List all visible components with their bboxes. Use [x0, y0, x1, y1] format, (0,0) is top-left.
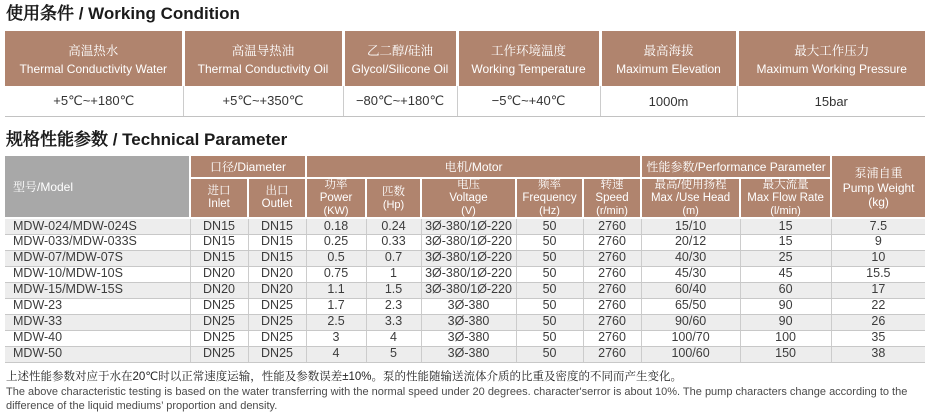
value-cell: 2760: [583, 314, 641, 330]
value-cell: 15: [740, 218, 831, 234]
value-cell: 50: [516, 346, 583, 362]
wc-header-oil-cn: 高温导热油: [231, 44, 295, 59]
hp-header-unit: (Hp): [382, 198, 405, 211]
value-cell: 2760: [583, 298, 641, 314]
value-cell: 90: [740, 314, 831, 330]
value-cell: 2760: [583, 218, 641, 234]
frequency-header-unit: (Hz): [539, 205, 560, 218]
max-flow-header: [740, 178, 831, 218]
value-cell: 26: [831, 314, 925, 330]
working-condition-title: 使用条件 / Working Condition: [6, 4, 240, 23]
value-cell: 45: [740, 266, 831, 282]
inlet-header-cn: 进口: [207, 185, 231, 198]
hp-header-cn: 匹数: [382, 185, 406, 198]
outlet-header: [248, 178, 306, 218]
tp-group-header-row: [5, 156, 925, 178]
motor-group-header: 电机/Motor: [306, 156, 641, 178]
value-cell: 150: [740, 346, 831, 362]
table-row: [5, 218, 925, 234]
value-cell: 100: [740, 330, 831, 346]
value-cell: 4: [306, 346, 366, 362]
wc-header-pressure-cn: 最大工作压力: [794, 44, 870, 59]
value-cell: DN25: [248, 314, 306, 330]
value-cell: 1.7: [306, 298, 366, 314]
value-cell: 1.5: [366, 282, 421, 298]
outlet-header-en: Outlet: [261, 198, 293, 211]
value-cell: 2760: [583, 266, 641, 282]
value-cell: 60/40: [641, 282, 740, 298]
value-cell: 50: [516, 218, 583, 234]
value-cell: 2760: [583, 250, 641, 266]
max-flow-header-unit: (l/min): [770, 205, 801, 218]
value-cell: 3.3: [366, 314, 421, 330]
value-cell: 3Ø-380: [421, 298, 516, 314]
model-cell: MDW-40: [5, 330, 190, 346]
value-cell: DN20: [190, 282, 248, 298]
value-cell: 3Ø-380: [421, 314, 516, 330]
diameter-group-header: 口径/Diameter: [190, 156, 306, 178]
note-chinese: 上述性能参数对应于水在20℃时以正常速度运输，性能及参数误差±10%。泵的性能随输送流体介质的比重及密度的不同而产生变化。: [6, 370, 683, 383]
value-cell: 25: [740, 250, 831, 266]
frequency-header-en: Frequency: [522, 192, 577, 205]
value-cell: 50: [516, 250, 583, 266]
value-cell: 5: [366, 346, 421, 362]
value-cell: 0.18: [306, 218, 366, 234]
value-cell: DN25: [248, 298, 306, 314]
table-row: [5, 314, 925, 330]
table-row: [5, 282, 925, 298]
power-header-cn: 功率: [324, 179, 348, 192]
value-cell: 17: [831, 282, 925, 298]
max-head-header: [641, 178, 740, 218]
max-flow-header-cn: 最大流量: [762, 179, 809, 192]
model-cell: MDW-33: [5, 314, 190, 330]
value-cell: 0.24: [366, 218, 421, 234]
wc-value-row: [5, 86, 925, 116]
value-cell: 3Ø-380/1Ø-220: [421, 266, 516, 282]
pump-weight-header-unit: (kg): [868, 195, 889, 210]
hp-header: [366, 178, 421, 218]
value-cell: DN20: [248, 266, 306, 282]
max-head-header-cn: 最高/使用扬程: [654, 179, 727, 192]
table-row: [5, 330, 925, 346]
wc-value-oil: +5℃~+350℃: [183, 86, 343, 116]
value-cell: 90/60: [641, 314, 740, 330]
wc-value-pressure: 15bar: [737, 86, 925, 116]
value-cell: 2.5: [306, 314, 366, 330]
working-condition-table: [5, 31, 925, 117]
table-row: [5, 234, 925, 250]
max-head-header-en: Max /Use Head: [650, 192, 731, 205]
value-cell: 50: [516, 298, 583, 314]
value-cell: 2760: [583, 330, 641, 346]
inlet-header: [190, 178, 248, 218]
power-header-en: Power: [319, 192, 353, 205]
voltage-header-unit: (V): [461, 205, 476, 218]
value-cell: 3Ø-380: [421, 330, 516, 346]
value-cell: 3Ø-380/1Ø-220: [421, 282, 516, 298]
table-row: [5, 266, 925, 282]
value-cell: 50: [516, 282, 583, 298]
technical-parameter-title: 规格性能参数 / Technical Parameter: [6, 129, 288, 149]
wc-value-glycol: −80℃~+180℃: [343, 86, 457, 116]
wc-header-glycol-cn: 乙二醇/硅油: [367, 44, 433, 59]
value-cell: DN25: [248, 330, 306, 346]
value-cell: 0.75: [306, 266, 366, 282]
value-cell: 7.5: [831, 218, 925, 234]
value-cell: 10: [831, 250, 925, 266]
speed-header-en: Speed: [595, 192, 629, 205]
wc-header-water: [5, 31, 183, 86]
voltage-header: [421, 178, 516, 218]
power-header: [306, 178, 366, 218]
value-cell: 50: [516, 330, 583, 346]
frequency-header-cn: 频率: [538, 179, 562, 192]
value-cell: 4: [366, 330, 421, 346]
wc-header-working-temp: [457, 31, 600, 86]
value-cell: DN25: [248, 346, 306, 362]
wc-header-water-en: Thermal Conductivity Water: [19, 62, 168, 77]
wc-header-pressure-en: Maximum Working Pressure: [756, 62, 907, 77]
value-cell: 50: [516, 234, 583, 250]
value-cell: DN25: [190, 346, 248, 362]
table-row: [5, 346, 925, 362]
inlet-header-en: Inlet: [208, 198, 230, 211]
value-cell: 3: [306, 330, 366, 346]
max-flow-header-en: Max Flow Rate: [747, 192, 824, 205]
speed-header-cn: 转速: [600, 179, 624, 192]
table-row: [5, 298, 925, 314]
value-cell: 2760: [583, 346, 641, 362]
speed-header: [583, 178, 641, 218]
value-cell: 15.5: [831, 266, 925, 282]
value-cell: 38: [831, 346, 925, 362]
model-cell: MDW-23: [5, 298, 190, 314]
wc-header-oil: [183, 31, 343, 86]
value-cell: DN15: [248, 234, 306, 250]
value-cell: DN20: [248, 282, 306, 298]
model-header: 型号/Model: [5, 156, 190, 218]
value-cell: 35: [831, 330, 925, 346]
performance-group-header: 性能参数/Performance Parameter: [641, 156, 831, 178]
model-cell: MDW-15/MDW-15S: [5, 282, 190, 298]
value-cell: 3Ø-380: [421, 346, 516, 362]
outlet-header-cn: 出口: [265, 185, 289, 198]
speed-header-unit: (r/min): [596, 205, 628, 218]
pump-weight-header-cn: 泵浦自重: [854, 166, 903, 181]
wc-header-row: [5, 31, 925, 86]
value-cell: 3Ø-380/1Ø-220: [421, 250, 516, 266]
value-cell: DN25: [190, 314, 248, 330]
value-cell: DN15: [190, 218, 248, 234]
value-cell: DN15: [190, 234, 248, 250]
wc-header-elevation-en: Maximum Elevation: [616, 62, 721, 77]
value-cell: 2760: [583, 282, 641, 298]
parameter-table-body: [5, 218, 925, 362]
value-cell: 45/30: [641, 266, 740, 282]
wc-header-glycol-en: Glycol/Silicone Oil: [351, 62, 449, 77]
value-cell: DN25: [190, 298, 248, 314]
table-row: [5, 250, 925, 266]
value-cell: 3Ø-380/1Ø-220: [421, 218, 516, 234]
model-cell: MDW-50: [5, 346, 190, 362]
value-cell: DN15: [190, 250, 248, 266]
value-cell: 50: [516, 314, 583, 330]
max-head-header-unit: (m): [682, 205, 699, 218]
pump-weight-header-en: Pump Weight: [842, 181, 915, 196]
value-cell: 1: [366, 266, 421, 282]
model-cell: MDW-033/MDW-033S: [5, 234, 190, 250]
value-cell: DN25: [190, 330, 248, 346]
note-english: The above characteristic testing is based on the water transferring with the normal speed under 20 degrees. character'serror is about 10%. The pump characters change according to the difference of the liquid mediums’ proportion and density.: [6, 385, 908, 412]
model-cell: MDW-10/MDW-10S: [5, 266, 190, 282]
wc-header-working-temp-en: Working Temperature: [471, 62, 586, 77]
value-cell: 3Ø-380/1Ø-220: [421, 234, 516, 250]
wc-header-elevation: [600, 31, 737, 86]
value-cell: 40/30: [641, 250, 740, 266]
wc-header-water-cn: 高温热水: [68, 44, 119, 59]
voltage-header-en: Voltage: [449, 192, 488, 205]
power-header-unit: (KW): [323, 205, 349, 218]
value-cell: 2.3: [366, 298, 421, 314]
value-cell: DN15: [248, 250, 306, 266]
value-cell: 15/10: [641, 218, 740, 234]
value-cell: 15: [740, 234, 831, 250]
model-cell: MDW-024/MDW-024S: [5, 218, 190, 234]
model-cell: MDW-07/MDW-07S: [5, 250, 190, 266]
voltage-header-cn: 电压: [457, 179, 481, 192]
value-cell: 65/50: [641, 298, 740, 314]
value-cell: 100/70: [641, 330, 740, 346]
wc-header-elevation-cn: 最高海拔: [643, 44, 694, 59]
frequency-header: [516, 178, 583, 218]
value-cell: 0.25: [306, 234, 366, 250]
value-cell: 22: [831, 298, 925, 314]
wc-header-glycol: [343, 31, 457, 86]
wc-value-water: +5℃~+180℃: [5, 86, 183, 116]
value-cell: 50: [516, 266, 583, 282]
value-cell: 2760: [583, 234, 641, 250]
value-cell: 20/12: [641, 234, 740, 250]
wc-header-pressure: [737, 31, 925, 86]
pump-weight-header: [831, 156, 925, 218]
wc-header-working-temp-cn: 工作环境温度: [490, 44, 566, 59]
value-cell: 90: [740, 298, 831, 314]
value-cell: DN20: [190, 266, 248, 282]
value-cell: 0.33: [366, 234, 421, 250]
wc-value-elevation: 1000m: [600, 86, 737, 116]
value-cell: 9: [831, 234, 925, 250]
value-cell: 100/60: [641, 346, 740, 362]
wc-value-working-temp: −5℃~+40℃: [457, 86, 600, 116]
value-cell: 0.5: [306, 250, 366, 266]
wc-header-oil-en: Thermal Conductivity Oil: [197, 62, 329, 77]
value-cell: 1.1: [306, 282, 366, 298]
value-cell: DN15: [248, 218, 306, 234]
technical-parameter-table: [5, 156, 925, 363]
value-cell: 60: [740, 282, 831, 298]
value-cell: 0.7: [366, 250, 421, 266]
